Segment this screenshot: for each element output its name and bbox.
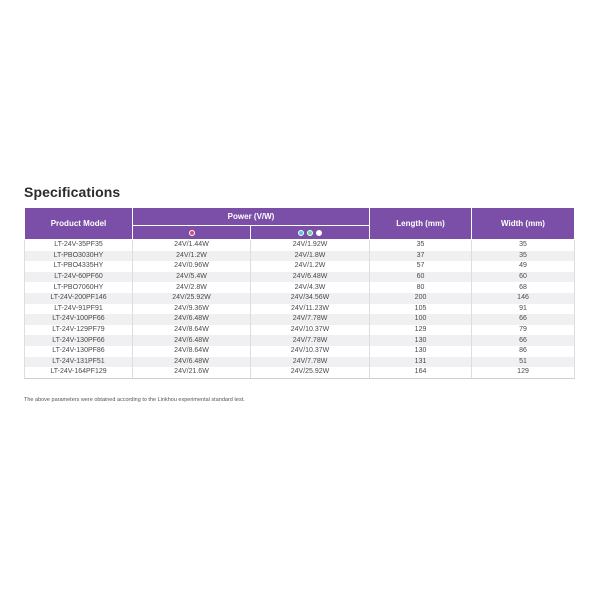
cell-product-model: LT-24V-60PF60 bbox=[25, 272, 133, 283]
table-row bbox=[25, 293, 575, 304]
power-subheader-multi-color bbox=[251, 226, 370, 240]
cell-product-model: LT-PBO3030HY bbox=[25, 251, 133, 262]
cell-product-model: LT-24V-164PF129 bbox=[25, 367, 133, 378]
cell-power-single: 24V/1.2W bbox=[133, 251, 251, 262]
cell-product-model: LT-PBO4335HY bbox=[25, 261, 133, 272]
cell-product-model: LT-24V-129PF79 bbox=[25, 325, 133, 336]
cell-power-single: 24V/5.4W bbox=[133, 272, 251, 283]
cell-power-multi: 24V/10.37W bbox=[251, 325, 370, 336]
cell-power-multi: 24V/7.78W bbox=[251, 357, 370, 368]
cell-power-multi: 24V/1.92W bbox=[251, 240, 370, 251]
cell-power-multi: 24V/1.8W bbox=[251, 251, 370, 262]
cell-product-model: LT-PBO7060HY bbox=[25, 282, 133, 293]
header-width: Width (mm) bbox=[472, 208, 575, 240]
cell-power-single: 24V/6.48W bbox=[133, 314, 251, 325]
cell-power-multi: 24V/25.92W bbox=[251, 367, 370, 378]
cell-width: 51 bbox=[472, 357, 575, 368]
cell-power-multi: 24V/7.78W bbox=[251, 335, 370, 346]
cell-width: 66 bbox=[472, 314, 575, 325]
table-row bbox=[25, 251, 575, 262]
cell-length: 60 bbox=[370, 272, 472, 283]
cell-power-multi: 24V/4.3W bbox=[251, 282, 370, 293]
table-row bbox=[25, 314, 575, 325]
cell-power-single: 24V/21.6W bbox=[133, 367, 251, 378]
cell-power-single: 24V/6.48W bbox=[133, 357, 251, 368]
cell-width: 129 bbox=[472, 367, 575, 378]
footnote: The above parameters were obtained according to the Linkhou experimental standard test. bbox=[24, 397, 245, 403]
cell-width: 60 bbox=[472, 272, 575, 283]
header-power: Power (V/W) bbox=[133, 208, 370, 226]
table-row bbox=[25, 367, 575, 378]
cell-power-single: 24V/0.96W bbox=[133, 261, 251, 272]
table-row bbox=[25, 325, 575, 336]
cell-power-multi: 24V/6.48W bbox=[251, 272, 370, 283]
power-subheader-single-color bbox=[133, 226, 251, 240]
cell-length: 80 bbox=[370, 282, 472, 293]
cyan-dot-icon bbox=[298, 230, 304, 236]
cell-product-model: LT-24V-130PF66 bbox=[25, 335, 133, 346]
cell-power-multi: 24V/11.23W bbox=[251, 304, 370, 315]
cell-product-model: LT-24V-131PF51 bbox=[25, 357, 133, 368]
cell-length: 200 bbox=[370, 293, 472, 304]
cell-length: 37 bbox=[370, 251, 472, 262]
cell-power-single: 24V/25.92W bbox=[133, 293, 251, 304]
cell-length: 130 bbox=[370, 346, 472, 357]
cell-product-model: LT-24V-100PF66 bbox=[25, 314, 133, 325]
cell-width: 91 bbox=[472, 304, 575, 315]
cell-width: 35 bbox=[472, 251, 575, 262]
cell-length: 105 bbox=[370, 304, 472, 315]
cell-power-multi: 24V/34.56W bbox=[251, 293, 370, 304]
cell-length: 131 bbox=[370, 357, 472, 368]
cell-power-multi: 24V/7.78W bbox=[251, 314, 370, 325]
cell-product-model: LT-24V-91PF91 bbox=[25, 304, 133, 315]
header-product-model: Product Model bbox=[25, 208, 133, 240]
table-row bbox=[25, 261, 575, 272]
cell-width: 86 bbox=[472, 346, 575, 357]
single-color-dots bbox=[189, 230, 195, 236]
cell-length: 129 bbox=[370, 325, 472, 336]
cell-power-single: 24V/2.8W bbox=[133, 282, 251, 293]
cell-width: 66 bbox=[472, 335, 575, 346]
specifications-table-body bbox=[25, 240, 575, 379]
cell-power-multi: 24V/10.37W bbox=[251, 346, 370, 357]
cell-product-model: LT-24V-130PF86 bbox=[25, 346, 133, 357]
cell-length: 35 bbox=[370, 240, 472, 251]
table-row bbox=[25, 282, 575, 293]
cell-power-multi: 24V/1.2W bbox=[251, 261, 370, 272]
table-row bbox=[25, 335, 575, 346]
cell-length: 57 bbox=[370, 261, 472, 272]
specifications-title: Specifications bbox=[24, 184, 121, 200]
cell-product-model: LT-24V-35PF35 bbox=[25, 240, 133, 251]
white-dot-icon bbox=[316, 230, 322, 236]
table-row bbox=[25, 357, 575, 368]
cell-length: 130 bbox=[370, 335, 472, 346]
cell-length: 100 bbox=[370, 314, 472, 325]
table-row bbox=[25, 240, 575, 251]
cell-power-single: 24V/8.64W bbox=[133, 346, 251, 357]
specifications-table bbox=[24, 207, 575, 379]
cell-power-single: 24V/8.64W bbox=[133, 325, 251, 336]
cell-width: 79 bbox=[472, 325, 575, 336]
cell-length: 164 bbox=[370, 367, 472, 378]
table-row bbox=[25, 272, 575, 283]
cell-power-single: 24V/6.48W bbox=[133, 335, 251, 346]
cell-width: 35 bbox=[472, 240, 575, 251]
cell-width: 49 bbox=[472, 261, 575, 272]
red-dot-icon bbox=[189, 230, 195, 236]
cell-product-model: LT-24V-200PF146 bbox=[25, 293, 133, 304]
table-row bbox=[25, 304, 575, 315]
green-dot-icon bbox=[307, 230, 313, 236]
cell-power-single: 24V/1.44W bbox=[133, 240, 251, 251]
header-length: Length (mm) bbox=[370, 208, 472, 240]
multi-color-dots bbox=[298, 230, 322, 236]
cell-power-single: 24V/9.36W bbox=[133, 304, 251, 315]
table-row bbox=[25, 346, 575, 357]
cell-width: 68 bbox=[472, 282, 575, 293]
cell-width: 146 bbox=[472, 293, 575, 304]
